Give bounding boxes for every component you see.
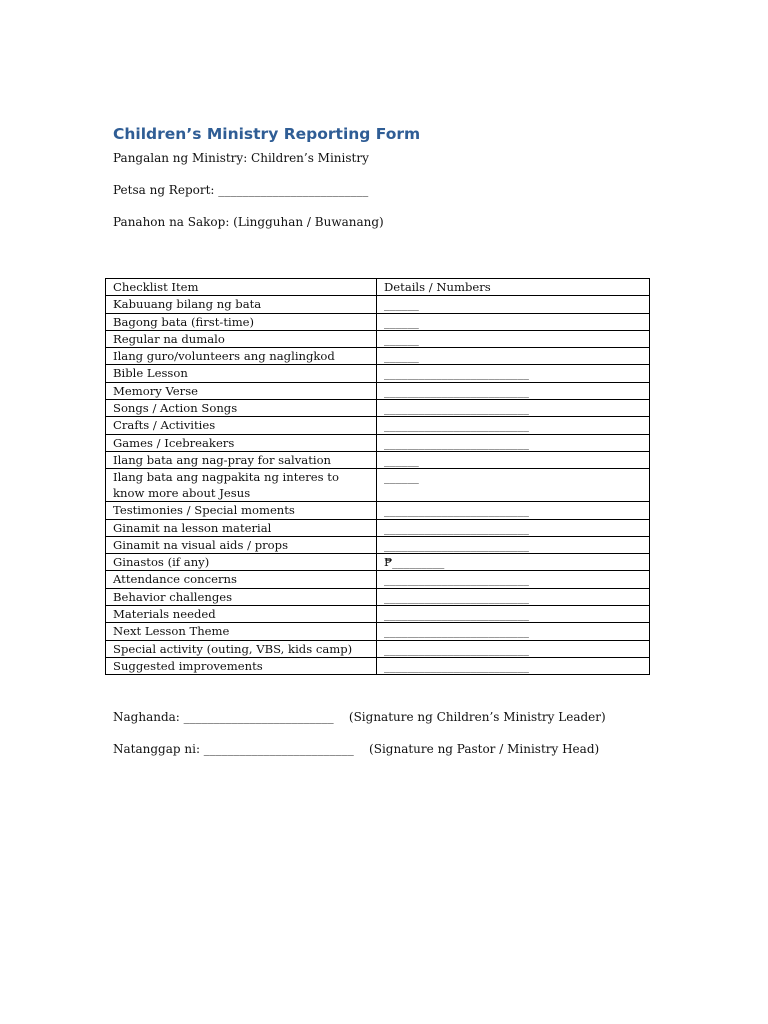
- header-checklist-item: Checklist Item: [106, 279, 377, 296]
- details-blank-cell[interactable]: _________________________: [377, 519, 650, 536]
- table-row: [106, 400, 650, 417]
- table-header-row: [106, 279, 650, 296]
- form-title: Children’s Ministry Reporting Form: [113, 125, 421, 143]
- checklist-item-cell: Memory Verse: [106, 382, 377, 399]
- checklist-table-body: [106, 279, 650, 675]
- table-row: [106, 588, 650, 605]
- checklist-item-cell: Ilang bata ang nag-pray for salvation: [106, 451, 377, 468]
- checklist-item-cell: Testimonies / Special moments: [106, 502, 377, 519]
- table-row: [106, 536, 650, 553]
- table-row: [106, 365, 650, 382]
- details-blank-cell[interactable]: ______: [377, 296, 650, 313]
- table-row: [106, 348, 650, 365]
- details-blank-cell[interactable]: _________________________: [377, 417, 650, 434]
- checklist-item-cell: Ilang bata ang nagpakita ng interes to know more about Jesus: [106, 469, 377, 502]
- coverage-period-line: Panahon na Sakop: (Lingguhan / Buwanang): [113, 215, 384, 229]
- checklist-item-cell: Regular na dumalo: [106, 330, 377, 347]
- checklist-item-cell: Bagong bata (first-time): [106, 313, 377, 330]
- details-blank-cell[interactable]: _________________________: [377, 434, 650, 451]
- checklist-item-cell: Ilang guro/volunteers ang naglingkod: [106, 348, 377, 365]
- details-blank-cell[interactable]: _________________________: [377, 502, 650, 519]
- details-blank-cell[interactable]: _________________________: [377, 571, 650, 588]
- header-details-numbers: Details / Numbers: [377, 279, 650, 296]
- checklist-item-cell: Attendance concerns: [106, 571, 377, 588]
- checklist-item-cell: Crafts / Activities: [106, 417, 377, 434]
- checklist-item-cell: Behavior challenges: [106, 588, 377, 605]
- table-row: [106, 623, 650, 640]
- details-blank-cell[interactable]: _________________________: [377, 588, 650, 605]
- table-row: [106, 519, 650, 536]
- checklist-item-cell: Games / Icebreakers: [106, 434, 377, 451]
- prepared-by-signature-line: Naghanda: _________________________ (Signature ng Children’s Ministry Leader): [113, 710, 606, 724]
- checklist-item-cell: Materials needed: [106, 606, 377, 623]
- details-blank-cell[interactable]: ______: [377, 330, 650, 347]
- table-row: [106, 640, 650, 657]
- table-row: [106, 502, 650, 519]
- details-blank-cell[interactable]: _________________________: [377, 400, 650, 417]
- table-row: [106, 469, 650, 502]
- checklist-item-cell: Songs / Action Songs: [106, 400, 377, 417]
- table-row: [106, 296, 650, 313]
- checklist-item-cell: Next Lesson Theme: [106, 623, 377, 640]
- checklist-item-cell: Ginamit na visual aids / props: [106, 536, 377, 553]
- report-date-line: Petsa ng Report: _________________________: [113, 183, 369, 197]
- details-blank-cell[interactable]: ______: [377, 451, 650, 468]
- table-row: [106, 606, 650, 623]
- checklist-item-cell: Kabuuang bilang ng bata: [106, 296, 377, 313]
- checklist-item-cell: Suggested improvements: [106, 657, 377, 674]
- details-blank-cell[interactable]: _________________________: [377, 657, 650, 674]
- details-blank-cell[interactable]: _________________________: [377, 536, 650, 553]
- details-blank-cell[interactable]: _________________________: [377, 382, 650, 399]
- checklist-item-cell: Ginamit na lesson material: [106, 519, 377, 536]
- details-blank-cell[interactable]: ______: [377, 313, 650, 330]
- checklist-table: [105, 278, 650, 675]
- table-row: [106, 417, 650, 434]
- table-row: [106, 554, 650, 571]
- received-by-signature-line: Natanggap ni: _________________________ (Signature ng Pastor / Ministry Head): [113, 742, 600, 756]
- table-row: [106, 330, 650, 347]
- table-row: [106, 657, 650, 674]
- table-row: [106, 451, 650, 468]
- details-blank-cell[interactable]: _________________________: [377, 606, 650, 623]
- details-blank-cell[interactable]: ______: [377, 348, 650, 365]
- checklist-item-cell: Bible Lesson: [106, 365, 377, 382]
- ministry-name-line: Pangalan ng Ministry: Children’s Ministry: [113, 151, 369, 165]
- table-row: [106, 571, 650, 588]
- checklist-item-cell: Special activity (outing, VBS, kids camp): [106, 640, 377, 657]
- details-blank-cell[interactable]: _________________________: [377, 365, 650, 382]
- table-row: [106, 313, 650, 330]
- details-blank-cell[interactable]: _________________________: [377, 623, 650, 640]
- details-blank-cell[interactable]: _________________________: [377, 640, 650, 657]
- details-blank-cell[interactable]: ______: [377, 469, 650, 502]
- table-row: [106, 434, 650, 451]
- details-blank-cell[interactable]: ₱_________: [377, 554, 650, 571]
- table-row: [106, 382, 650, 399]
- checklist-item-cell: Ginastos (if any): [106, 554, 377, 571]
